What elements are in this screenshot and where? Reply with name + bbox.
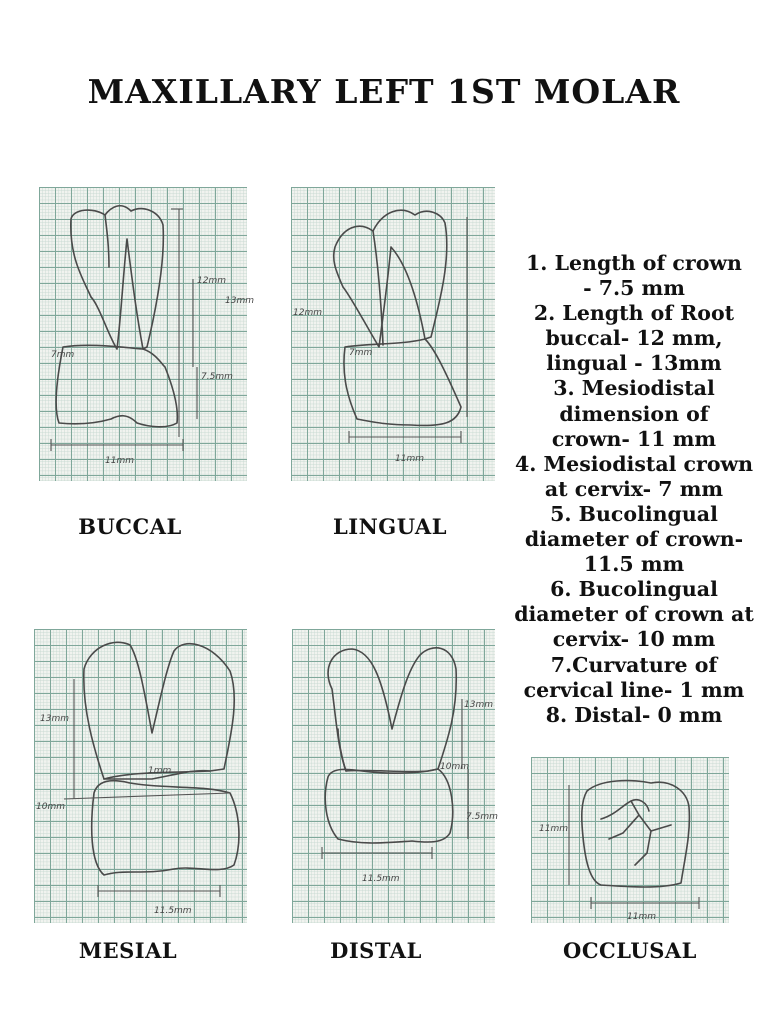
mesial-root-length-note: 13mm: [40, 714, 69, 724]
notes-line: diameter of crown-: [524, 527, 744, 552]
distal-cervix-note: 10mm: [440, 762, 469, 772]
distal-tooth-drawing: [292, 629, 498, 923]
notes-line: lingual - 13mm: [546, 351, 722, 376]
mesial-label: MESIAL: [78, 938, 178, 963]
buccal-root-length-note: 12mm: [197, 276, 226, 286]
buccal-label: BUCCAL: [78, 514, 182, 539]
occlusal-label: OCCLUSAL: [563, 938, 697, 963]
notes-line: - 7.5 mm: [583, 276, 685, 301]
lingual-root-length-note: 12mm: [293, 308, 322, 318]
mesial-cervix-curvature-note: 1mm: [148, 766, 172, 776]
notes-line: 2. Length of Root: [533, 301, 735, 326]
buccal-tooth-drawing: [39, 187, 254, 481]
notes-line: 11.5 mm: [583, 552, 685, 577]
distal-crown-note: 7.5mm: [466, 812, 498, 822]
notes-line: 8. Distal- 0 mm: [545, 702, 723, 727]
lingual-cervix-note: 7mm: [349, 348, 373, 358]
buccal-crown-length-note: 7.5mm: [201, 372, 233, 382]
mesial-width-note: 11.5mm: [154, 906, 192, 916]
notes-line: crown- 11 mm: [551, 426, 717, 451]
notes-line: 6. Bucolingual: [550, 577, 718, 602]
mesial-crown-note: 10mm: [36, 802, 65, 812]
mesial-tooth-drawing: [34, 629, 247, 923]
buccal-view-photo: [39, 187, 254, 481]
lingual-tooth-drawing: [291, 187, 495, 481]
lingual-view-photo: [291, 187, 495, 481]
distal-width-note: 11.5mm: [362, 874, 400, 884]
notes-line: buccal- 12 mm,: [545, 326, 723, 351]
occlusal-side-note: 11mm: [539, 824, 568, 834]
buccal-width-note: 11mm: [105, 456, 134, 466]
buccal-cervix-note: 7mm: [51, 350, 75, 360]
notes-line: 5. Bucolingual: [550, 501, 718, 526]
notes-line: cervix- 10 mm: [552, 627, 716, 652]
mesial-view-photo: [34, 629, 247, 923]
measurements-list: [500, 251, 768, 728]
notes-line: diameter of crown at: [514, 602, 754, 627]
notes-line: 4. Mesiodistal crown: [514, 451, 754, 476]
occlusal-width-note: 11mm: [627, 912, 656, 922]
notes-line: 7.Curvature of: [550, 652, 718, 677]
distal-root-length-note: 13mm: [464, 700, 493, 710]
notes-line: dimension of: [559, 401, 709, 426]
distal-label: DISTAL: [330, 938, 422, 963]
notes-line: 3. Mesiodistal: [553, 376, 715, 401]
lingual-width-note: 11mm: [395, 454, 424, 464]
notes-line: cervical line- 1 mm: [523, 677, 745, 702]
occlusal-view-photo: [531, 757, 729, 923]
notes-line: at cervix- 7 mm: [544, 476, 724, 501]
occlusal-tooth-drawing: [531, 757, 729, 923]
page-title: MAXILLARY LEFT 1ST MOLAR: [87, 72, 681, 111]
distal-view-photo: [292, 629, 498, 923]
lingual-label: LINGUAL: [333, 514, 447, 539]
notes-line: 1. Length of crown: [526, 251, 742, 275]
buccal-root2-note: 13mm: [225, 296, 254, 306]
